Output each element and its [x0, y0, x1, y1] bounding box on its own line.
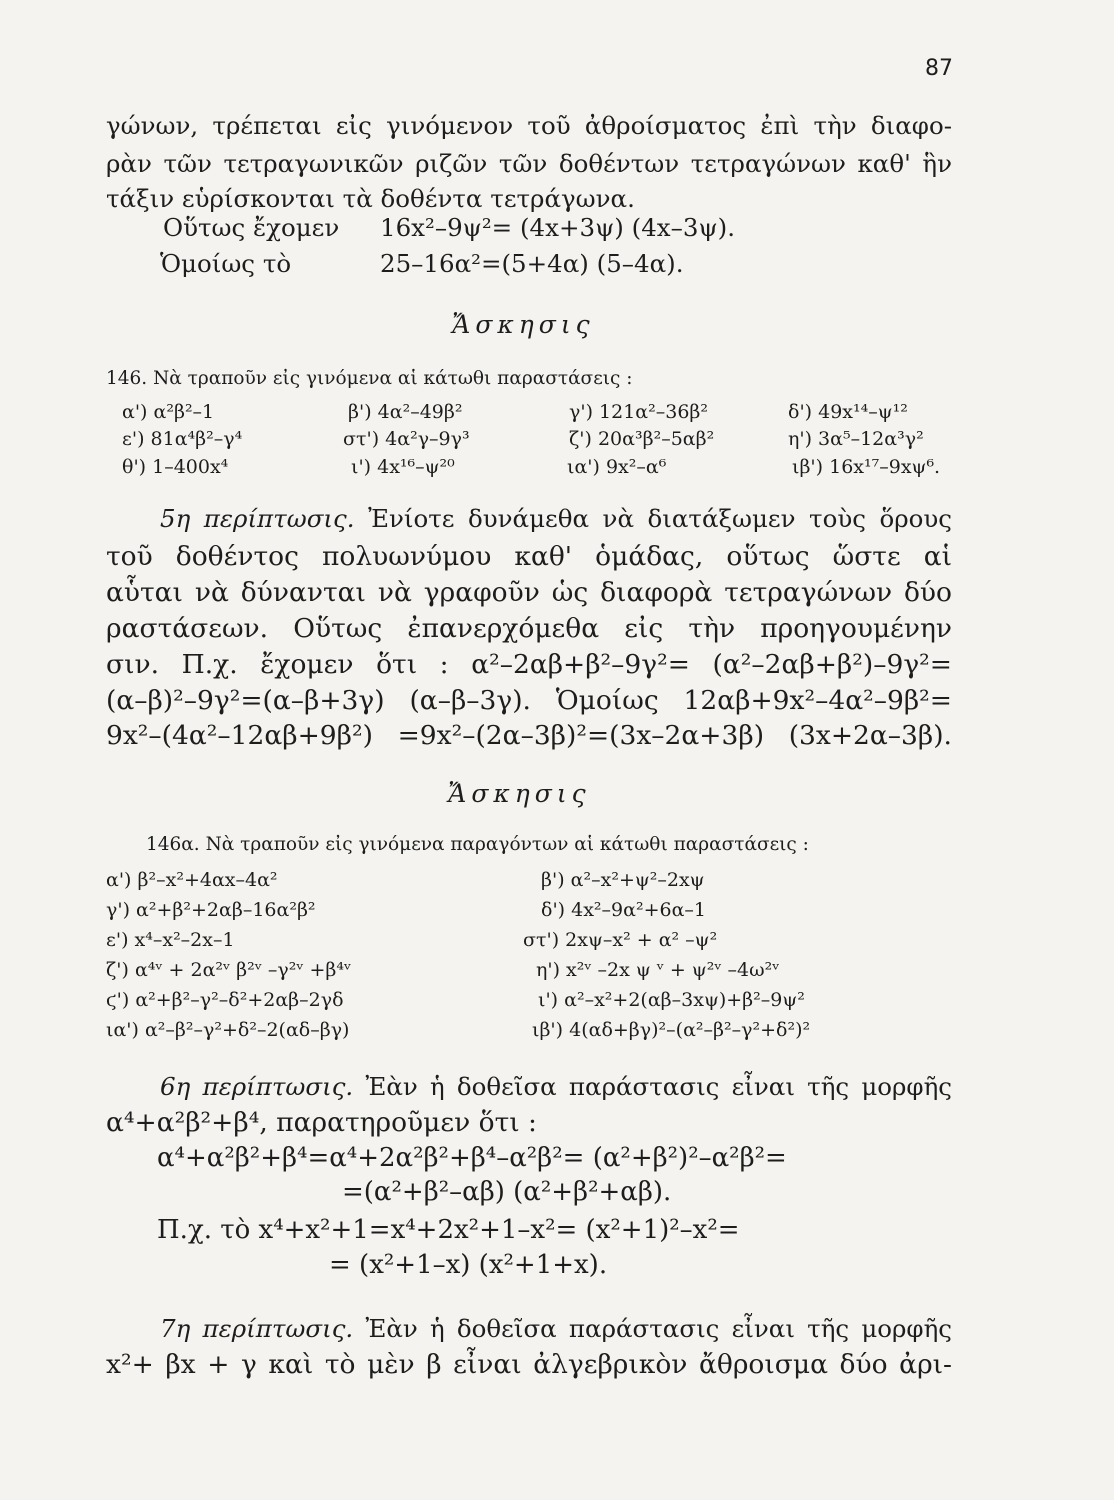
ex146a-item-h: η') x²ᵛ –2x ψ ᵛ + ψ²ᵛ –4ω²ᵛ — [536, 959, 780, 981]
case5-text-1: Ἐνίοτε δυνάμεθα νὰ διατάξωμεν τοὺς ὅρους — [368, 504, 952, 533]
exercise-146a-title: 146α. Νὰ τραποῦν εἰς γινόμενα παραγόντων αἱ κάτωθι παραστάσεις : — [146, 834, 809, 855]
ex146-item-a: α') α²β²–1 — [122, 401, 215, 423]
ex146a-item-z: ζ') α⁴ᵛ + 2α²ᵛ β²ᵛ –γ²ᵛ +β⁴ᵛ — [106, 959, 352, 981]
ex146a-item-stigma: ϛ') α²+β²–γ²–δ²+2αβ–2γδ — [106, 989, 344, 1011]
case5-line-2: τοῦ δοθέντος πολυωνύμου καθ' ὁμάδας, οὕτως ὥστε αἱ — [106, 541, 952, 572]
ex146-item-e: ε') 81α⁴β²–γ⁴ — [122, 428, 243, 450]
case6-equation-3: Π.χ. τὸ x⁴+x²+1=x⁴+2x²+1–x²= (x²+1)²–x²= — [157, 1215, 740, 1245]
ex146-item-ia: ια') 9x²–α⁶ — [567, 456, 667, 478]
case7-label: 7η περίπτωσις. — [160, 1314, 354, 1343]
case5-line-1 — [160, 500, 952, 538]
case6-text-1: Ἐὰν ἡ δοθεῖσα παράστασις εἶναι τῆς μορφῆς — [365, 1072, 952, 1101]
ex146-item-i: ι') 4x¹⁶–ψ²⁰ — [351, 456, 455, 478]
exercise-heading-2: Ἄσκησις — [448, 779, 591, 808]
ex146-item-h: η') 3α⁵–12α³γ² — [788, 428, 924, 450]
ex146a-item-ib: ιβ') 4(αδ+βγ)²–(α²–β²–γ²+δ²)² — [532, 1019, 811, 1041]
para1-line-3: τάξιν εὑρίσκονται τὰ δοθέντα τετράγωνα. — [106, 184, 635, 213]
ex146-item-z: ζ') 20α³β²–5αβ² — [569, 428, 715, 450]
page-number: 87 — [925, 56, 953, 81]
case6-line-2: α⁴+α²β²+β⁴, παρατηροῦμεν ὅτι : — [106, 1107, 537, 1138]
example1-intro: Οὕτως ἔχομεν — [163, 213, 340, 242]
exercise-146-title: 146. Νὰ τραποῦν εἰς γινόμενα αἱ κάτωθι παραστάσεις : — [106, 368, 633, 389]
case6-label: 6η περίπτωσις. — [160, 1072, 354, 1101]
example1-equation: 16x²–9ψ²= (4x+3ψ) (4x–3ψ). — [380, 213, 735, 242]
exercise-heading-1: Ἄσκησις — [452, 310, 595, 339]
ex146-item-st: στ') 4α²γ–9γ³ — [343, 428, 470, 450]
case6-equation-4: = (x²+1–x) (x²+1+x). — [329, 1250, 608, 1280]
case5-line-6: (α–β)²–9γ²=(α–β+3γ) (α–β–3γ). Ὁμοίως 12αβ+9x²–4α²–9β²= — [106, 685, 952, 716]
ex146-item-th: θ') 1–400x⁴ — [122, 456, 229, 478]
case7-line-1 — [160, 1310, 952, 1348]
ex146a-item-d: δ') 4x²–9α²+6α–1 — [541, 899, 706, 921]
case7-text-1: Ἐὰν ἡ δοθεῖσα παράστασις εἶναι τῆς μορφῆς — [365, 1314, 952, 1343]
ex146-item-ib: ιβ') 16x¹⁷–9xψ⁶. — [792, 456, 941, 478]
case6-line-1 — [160, 1068, 952, 1106]
ex146a-item-b: β') α²–x²+ψ²–2xψ — [541, 869, 705, 891]
example2-equation: 25–16α²=(5+4α) (5–4α). — [380, 249, 684, 278]
case5-label: 5η περίπτωσις. — [160, 504, 355, 533]
para1-line-1: γώνων, τρέπεται εἰς γινόμενον τοῦ ἀθροίσματος ἐπὶ τὴν διαφο- — [106, 111, 952, 140]
case5-line-5: σιν. Π.χ. ἔχομεν ὅτι : α²–2αβ+β²–9γ²= (α²–2αβ+β²)–9γ²= — [106, 649, 952, 680]
ex146-item-d: δ') 49x¹⁴–ψ¹² — [788, 401, 908, 423]
ex146a-item-g: γ') α²+β²+2αβ–16α²β² — [106, 899, 316, 921]
ex146a-item-ia: ια') α²–β²–γ²+δ²–2(αδ–βγ) — [106, 1019, 350, 1041]
ex146-item-b: β') 4α²–49β² — [348, 401, 463, 423]
ex146a-item-e: ε') x⁴–x²–2x–1 — [106, 929, 235, 951]
case5-line-4: ραστάσεων. Οὕτως ἐπανερχόμεθα εἰς τὴν προηγουμένην — [106, 613, 952, 644]
case6-equation-1: α⁴+α²β²+β⁴=α⁴+2α²β²+β⁴–α²β²= (α²+β²)²–α²β²= — [157, 1143, 787, 1173]
ex146a-item-i: ι') α²–x²+2(αβ–3xψ)+β²–9ψ² — [538, 989, 805, 1011]
case5-line-7: 9x²–(4α²–12αβ+9β²) =9x²–(2α–3β)²=(3x–2α+3β) (3x+2α–3β). — [106, 720, 952, 751]
ex146a-item-a: α') β²–x²+4αx–4α² — [106, 869, 278, 891]
ex146a-item-st: στ') 2xψ–x² + α² –ψ² — [523, 929, 718, 951]
case7-line-2: x²+ βx + γ καὶ τὸ μὲν β εἶναι ἀλγεβρικὸν ἄθροισμα δύο ἀρι- — [106, 1349, 952, 1380]
example2-intro: Ὁμοίως τὸ — [160, 249, 292, 278]
case5-line-3: αὗται νὰ δύνανται νὰ γραφοῦν ὡς διαφορὰ τετραγώνων δύο — [106, 577, 952, 608]
case6-equation-2: =(α²+β²–αβ) (α²+β²+αβ). — [342, 1177, 672, 1207]
ex146-item-c: γ') 121α²–36β² — [569, 401, 709, 423]
para1-line-2: ρὰν τῶν τετραγωνικῶν ριζῶν τῶν δοθέντων τετραγώνων καθ' ἣν — [106, 149, 952, 178]
